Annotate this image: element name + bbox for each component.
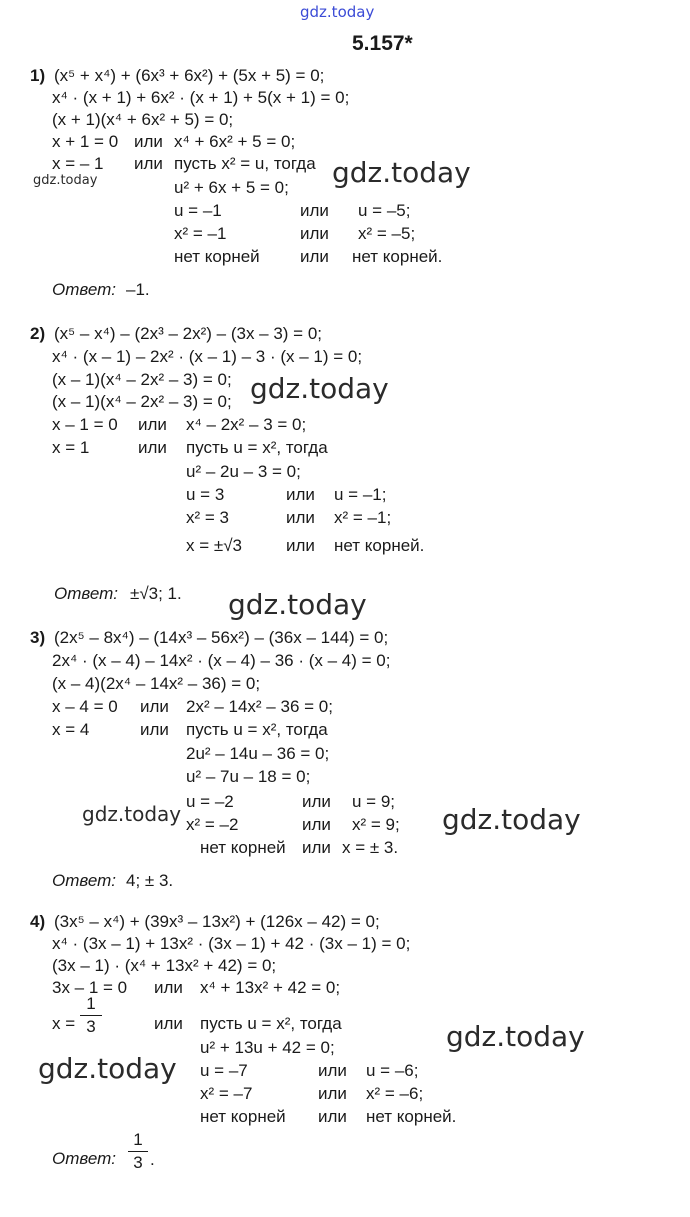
answer-fraction [128, 1130, 148, 1173]
equation-line: u² + 13u + 42 = 0; [200, 1038, 335, 1057]
equation-line: x² = –5; [358, 224, 416, 243]
equation-line: пусть x² = u, тогда [174, 154, 316, 173]
or-word: или [134, 132, 163, 151]
equation-line: u² – 2u – 3 = 0; [186, 462, 301, 481]
fraction [80, 994, 102, 1037]
equation-line: нет корней. [334, 536, 425, 555]
fraction-denominator: 3 [133, 1153, 143, 1172]
equation-line: нет корней [174, 247, 260, 266]
or-word: или [318, 1084, 347, 1103]
equation-line: x⁴ · (x – 1) – 2x² · (x – 1) – 3 · (x – 1) = 0; [52, 347, 363, 366]
equation-line: нет корней. [352, 247, 443, 266]
equation-line: x² = –7 [200, 1084, 253, 1103]
equation-line: u = –1; [334, 485, 387, 504]
answer-label: Ответ: [52, 1149, 117, 1168]
equation-line: (x – 1)(x⁴ – 2x² – 3) = 0; [52, 392, 232, 411]
equation-line: x = – 1 [52, 154, 104, 173]
equation-line: x² = 9; [352, 815, 400, 834]
equation-line: нет корней [200, 838, 286, 857]
or-word: или [134, 154, 163, 173]
or-word: или [302, 792, 331, 811]
equation-line: нет корней. [366, 1107, 457, 1126]
equation-line: x⁴ · (x + 1) + 6x² · (x + 1) + 5(x + 1) = 0; [52, 88, 350, 107]
equation-line: x⁴ + 6x² + 5 = 0; [174, 132, 296, 151]
or-word: или [318, 1107, 347, 1126]
equation-line: x = ± 3. [342, 838, 399, 857]
watermark: gdz.today [82, 802, 182, 826]
equation-line: (x – 4)(2x⁴ – 14x² – 36) = 0; [52, 674, 261, 693]
equation-line: u² + 6x + 5 = 0; [174, 178, 289, 197]
watermark: gdz.today [228, 588, 367, 621]
equation-line: u = –6; [366, 1061, 419, 1080]
equation-line: x² = –2 [186, 815, 239, 834]
equation-line: x⁴ – 2x² – 3 = 0; [186, 415, 307, 434]
equation-line: 2x⁴ · (x – 4) – 14x² · (x – 4) – 36 · (x – 4) = 0; [52, 651, 391, 670]
answer-period: . [150, 1150, 155, 1169]
equation-line: u = –1 [174, 201, 222, 220]
or-word: или [286, 508, 315, 527]
equation-line: (3x⁵ – x⁴) + (39x³ – 13x²) + (126x – 42) = 0; [54, 912, 380, 931]
equation-line: нет корней [200, 1107, 286, 1126]
watermark: gdz.today [332, 156, 471, 189]
answer-value: 4; ± 3. [126, 871, 174, 890]
part-label: 1) [30, 66, 46, 85]
watermark: gdz.today [38, 1052, 177, 1085]
equation-line: x = [52, 1014, 76, 1033]
equation-line: x⁴ · (3x – 1) + 13x² · (3x – 1) + 42 · (3x – 1) = 0; [52, 934, 411, 953]
watermark-top: gdz.today [300, 3, 375, 21]
answer-value: –1. [126, 280, 150, 299]
or-word: или [154, 1014, 183, 1033]
equation-line: u = 9; [352, 792, 396, 811]
equation-line: x² = –1 [174, 224, 227, 243]
answer-label: Ответ: [54, 584, 119, 603]
or-word: или [154, 978, 183, 997]
equation-line: (3x – 1) · (x⁴ + 13x² + 42) = 0; [52, 956, 277, 975]
or-word: или [140, 697, 169, 716]
equation-line: x = ±√3 [186, 536, 242, 555]
or-word: или [302, 838, 331, 857]
or-word: или [302, 815, 331, 834]
equation-line: пусть u = x², тогда [186, 438, 328, 457]
equation-line: (2x⁵ – 8x⁴) – (14x³ – 56x²) – (36x – 144) = 0; [54, 628, 389, 647]
part-label: 2) [30, 324, 46, 343]
equation-line: 3x – 1 = 0 [52, 978, 128, 997]
equation-line: u = 3 [186, 485, 225, 504]
equation-line: x² = 3 [186, 508, 229, 527]
answer-value: ±√3; 1. [130, 584, 182, 603]
or-word: или [286, 536, 315, 555]
equation-line: пусть u = x², тогда [186, 720, 328, 739]
equation-line: x² = –1; [334, 508, 392, 527]
problem-number: 5.157* [352, 32, 413, 55]
or-word: или [286, 485, 315, 504]
equation-line: u = –5; [358, 201, 411, 220]
equation-line: u² – 7u – 18 = 0; [186, 767, 311, 786]
or-word: или [138, 438, 167, 457]
equation-line: x² = –6; [366, 1084, 424, 1103]
or-word: или [300, 247, 329, 266]
equation-line: x – 1 = 0 [52, 415, 118, 434]
equation-line: x + 1 = 0 [52, 132, 119, 151]
fraction-numerator: 1 [133, 1130, 143, 1149]
equation-line: x = 4 [52, 720, 90, 739]
equation-line: u = –7 [200, 1061, 248, 1080]
fraction-numerator: 1 [86, 994, 96, 1013]
answer-label: Ответ: [52, 871, 117, 890]
or-word: или [300, 201, 329, 220]
part-label: 4) [30, 912, 46, 931]
or-word: или [140, 720, 169, 739]
or-word: или [318, 1061, 347, 1080]
equation-line: (x⁵ + x⁴) + (6x³ + 6x²) + (5x + 5) = 0; [54, 66, 325, 85]
equation-line: (x + 1)(x⁴ + 6x² + 5) = 0; [52, 110, 234, 129]
or-word: или [138, 415, 167, 434]
answer-label: Ответ: [52, 280, 117, 299]
part-label: 3) [30, 628, 46, 647]
equation-line: 2x² – 14x² – 36 = 0; [186, 697, 333, 716]
watermark: gdz.today [442, 803, 581, 836]
watermark: gdz.today [33, 173, 98, 188]
equation-line: 2u² – 14u – 36 = 0; [186, 744, 330, 763]
equation-line: u = –2 [186, 792, 234, 811]
equation-line: (x⁵ – x⁴) – (2x³ – 2x²) – (3x – 3) = 0; [54, 324, 323, 343]
equation-line: пусть u = x², тогда [200, 1014, 342, 1033]
equation-line: x⁴ + 13x² + 42 = 0; [200, 978, 341, 997]
equation-line: x – 4 = 0 [52, 697, 118, 716]
watermark: gdz.today [446, 1020, 585, 1053]
equation-line: (x – 1)(x⁴ – 2x² – 3) = 0; [52, 370, 232, 389]
or-word: или [300, 224, 329, 243]
fraction-denominator: 3 [86, 1017, 96, 1036]
watermark: gdz.today [250, 372, 389, 405]
equation-line: x = 1 [52, 438, 90, 457]
